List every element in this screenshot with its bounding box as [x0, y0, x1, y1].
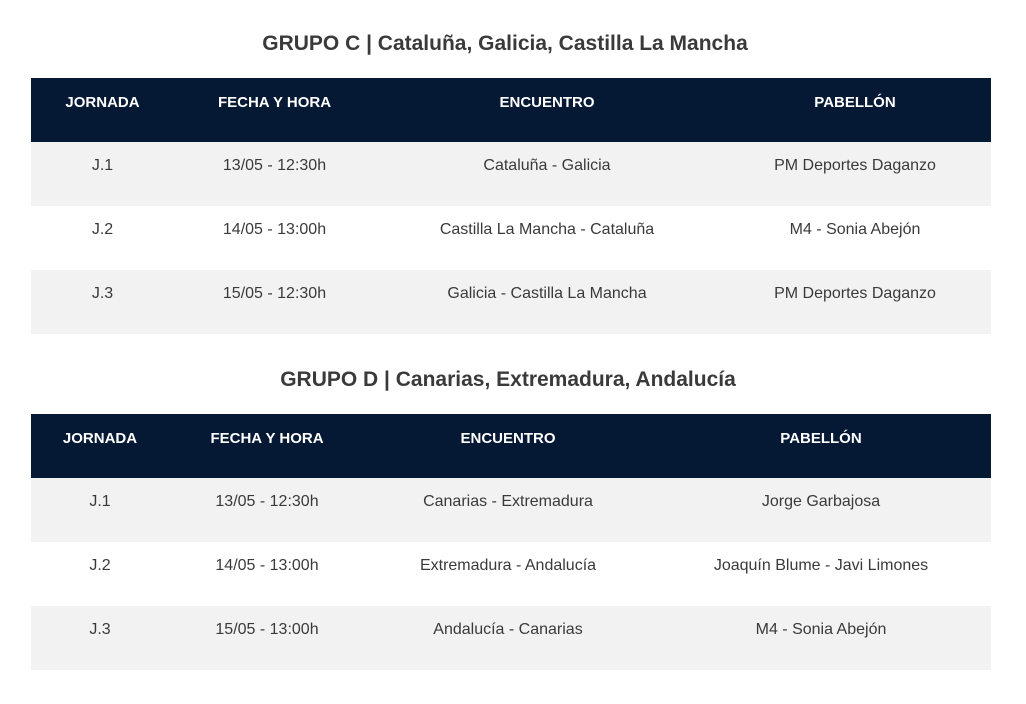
- cell-encuentro: Cataluña - Galicia: [483, 157, 611, 174]
- cell-encuentro: Castilla La Mancha - Cataluña: [439, 221, 655, 238]
- table-row: [31, 206, 991, 270]
- header-jornada: JORNADA: [62, 430, 138, 447]
- cell-jornada: J.3: [91, 285, 114, 302]
- table-row: [31, 270, 991, 334]
- cell-fecha-hora: 15/05 - 13:00h: [215, 621, 319, 638]
- cell-pabellon: Joaquín Blume - Javi Limones: [713, 557, 929, 574]
- cell-jornada: J.1: [89, 493, 111, 510]
- group-c-section: [31, 26, 991, 334]
- cell-pabellon: PM Deportes Daganzo: [774, 285, 936, 302]
- table-row: [31, 142, 991, 206]
- cell-fecha-hora: 14/05 - 13:00h: [215, 557, 319, 574]
- cell-encuentro: Andalucía - Canarias: [433, 621, 583, 638]
- table-row: [31, 478, 991, 542]
- cell-fecha-hora: 14/05 - 13:00h: [222, 221, 327, 238]
- table-header-row: [31, 78, 991, 142]
- cell-jornada: J.2: [89, 557, 111, 574]
- header-fecha-hora: FECHA Y HORA: [217, 94, 332, 111]
- cell-pabellon: Jorge Garbajosa: [761, 493, 881, 510]
- header-pabellon: PABELLÓN: [780, 430, 862, 447]
- header-encuentro: ENCUENTRO: [499, 94, 595, 111]
- group-d-schedule-table: [31, 414, 991, 670]
- cell-jornada: J.1: [91, 157, 114, 174]
- header-jornada: JORNADA: [65, 94, 140, 111]
- cell-pabellon: M4 - Sonia Abejón: [755, 621, 887, 638]
- cell-fecha-hora: 15/05 - 12:30h: [222, 285, 327, 302]
- table-header-row: [31, 414, 991, 478]
- cell-pabellon: PM Deportes Daganzo: [774, 157, 936, 174]
- cell-encuentro: Galicia - Castilla La Mancha: [447, 285, 647, 302]
- table-row: [31, 542, 991, 606]
- cell-encuentro: Extremadura - Andalucía: [419, 557, 597, 574]
- cell-encuentro: Canarias - Extremadura: [423, 493, 593, 510]
- header-pabellon: PABELLÓN: [814, 94, 896, 111]
- header-encuentro: ENCUENTRO: [460, 430, 556, 447]
- group-c-schedule-table: [31, 78, 991, 334]
- group-d-section: [31, 362, 991, 670]
- cell-jornada: J.3: [89, 621, 111, 638]
- group-d-title: GRUPO D | Canarias, Extremadura, Andalucía: [280, 368, 736, 391]
- cell-pabellon: M4 - Sonia Abejón: [789, 221, 921, 238]
- cell-fecha-hora: 13/05 - 12:30h: [222, 157, 327, 174]
- cell-jornada: J.2: [91, 221, 114, 238]
- group-c-title: GRUPO C | Cataluña, Galicia, Castilla La Mancha: [262, 32, 748, 55]
- table-row: [31, 606, 991, 670]
- cell-fecha-hora: 13/05 - 12:30h: [215, 493, 319, 510]
- header-fecha-hora: FECHA Y HORA: [210, 430, 324, 447]
